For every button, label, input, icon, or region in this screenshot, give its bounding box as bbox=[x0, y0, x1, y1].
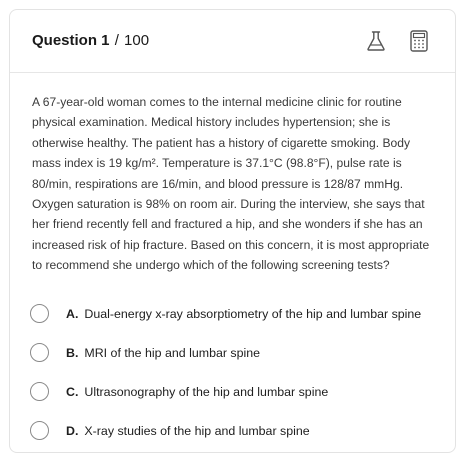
answer-option-d[interactable] bbox=[30, 411, 450, 450]
question-header bbox=[10, 10, 455, 73]
question-separator: / bbox=[114, 32, 119, 49]
question-stem: A 67-year-old woman comes to the internal medicine clinic for routine physical examination. Medical history includes hypertension; she is otherwise healthy. The patient has a history of cigarette smoking. Body mass index is 19 kg/m². Temperature is 37.1°C (98.8°F), pulse rate is 80/min, respirations are 16/min, and blood pressure is 128/87 mmHg. Oxygen saturation is 98% on room air. During the interview, she says that her friend recently fell and fractured a hip, and she wonders if she has an increased risk of hip fracture. Based on this concern, it is most appropriate to recommend she undergo which of the following screening tests? bbox=[32, 95, 430, 273]
option-text: Dual-energy x-ray absorptiometry of the hip and lumbar spine bbox=[84, 306, 422, 321]
answer-option-c[interactable] bbox=[30, 372, 450, 411]
answer-option-a[interactable] bbox=[30, 294, 450, 333]
option-letter: D. bbox=[66, 423, 79, 438]
option-text: Ultrasonography of the hip and lumbar spine bbox=[84, 384, 329, 399]
calculator-icon bbox=[406, 28, 432, 54]
radio-button[interactable] bbox=[30, 304, 49, 323]
question-total: 100 bbox=[124, 32, 150, 49]
flask-icon bbox=[363, 28, 389, 54]
answer-options bbox=[30, 294, 450, 450]
lab-values-button[interactable] bbox=[363, 28, 389, 54]
question-label: Question 1 bbox=[32, 32, 110, 49]
option-text: X-ray studies of the hip and lumbar spine bbox=[84, 423, 310, 438]
calculator-button[interactable] bbox=[406, 28, 432, 54]
option-letter: A. bbox=[66, 306, 79, 321]
question-counter bbox=[32, 32, 149, 50]
option-letter: C. bbox=[66, 384, 79, 399]
radio-button[interactable] bbox=[30, 343, 49, 362]
radio-button[interactable] bbox=[30, 382, 49, 401]
answer-option-b[interactable] bbox=[30, 333, 450, 372]
radio-button[interactable] bbox=[30, 421, 49, 440]
question-card bbox=[9, 9, 456, 453]
option-text: MRI of the hip and lumbar spine bbox=[84, 345, 261, 360]
option-letter: B. bbox=[66, 345, 79, 360]
